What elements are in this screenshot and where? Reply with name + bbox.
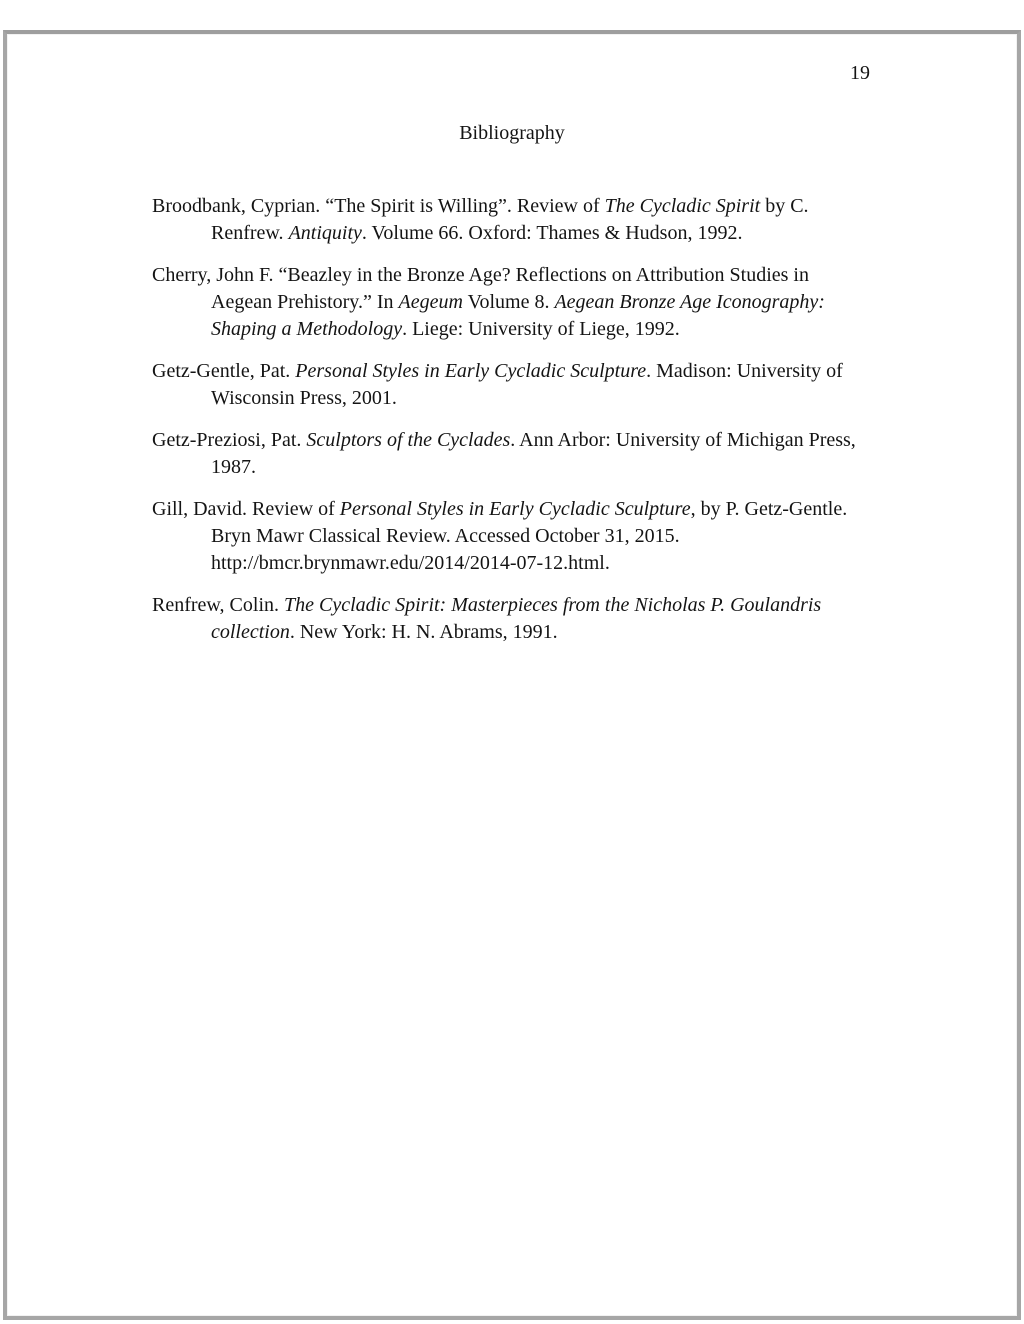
bibliography-entry — [152, 427, 872, 481]
entry-line — [152, 316, 872, 343]
entry-line — [152, 262, 872, 289]
entry-line — [152, 496, 872, 523]
document-page — [3, 30, 1021, 1320]
page-content — [7, 34, 1017, 1316]
entry-text: Wisconsin Press, 2001. — [211, 387, 397, 409]
entry-text-italic: The Cycladic Spirit: Masterpieces from the Nicholas P. Goulandris — [284, 594, 822, 616]
entry-text: Volume 8. — [462, 291, 555, 313]
bibliography-list — [152, 193, 872, 646]
entry-text: Getz-Gentle, Pat. — [152, 360, 296, 382]
entry-text-italic: Sculptors of the Cyclades — [306, 429, 511, 451]
entry-text-italic: Personal Styles in Early Cycladic Sculpture — [295, 360, 647, 382]
entry-text: , by P. Getz-Gentle. — [690, 498, 848, 520]
entry-text-italic: Aegean Bronze Age Iconography: — [554, 291, 825, 313]
entry-text: Cherry, John F. “Beazley in the Bronze Age? Reflections on Attribution Studies in — [152, 264, 809, 286]
entry-line — [152, 454, 872, 481]
entry-line — [152, 619, 872, 646]
entry-text: . Ann Arbor: University of Michigan Press, — [510, 429, 856, 451]
entry-text-italic: collection — [211, 621, 290, 643]
entry-text-italic: Personal Styles in Early Cycladic Sculpture — [339, 498, 691, 520]
entry-line — [152, 523, 872, 550]
page-title: Bibliography — [459, 122, 565, 144]
entry-text-italic: The Cycladic Spirit — [604, 195, 761, 217]
bibliography-entry — [152, 262, 872, 343]
entry-text: Renfrew, Colin. — [152, 594, 285, 616]
entry-text: Aegean Prehistory.” In — [211, 291, 399, 313]
bibliography-entry — [152, 358, 872, 412]
entry-line — [152, 193, 872, 220]
entry-text-italic: Aegeum — [398, 291, 463, 313]
entry-text-italic: Antiquity — [288, 222, 362, 244]
bibliography-entry — [152, 496, 872, 577]
entry-line — [152, 220, 872, 247]
entry-text: Broodbank, Cyprian. “The Spirit is Willing”. Review of — [152, 195, 605, 217]
bibliography-entry — [152, 592, 872, 646]
bibliography-entry — [152, 193, 872, 247]
entry-text: by C. — [760, 195, 809, 217]
entry-line — [152, 592, 872, 619]
entry-line — [152, 358, 872, 385]
entry-text: http://bmcr.brynmawr.edu/2014/2014-07-12.html. — [211, 552, 610, 574]
entry-text: . New York: H. N. Abrams, 1991. — [289, 621, 558, 643]
entry-text: 1987. — [211, 456, 256, 478]
entry-line — [152, 550, 872, 577]
entry-line — [152, 427, 872, 454]
entry-text-italic: Shaping a Methodology — [211, 318, 403, 340]
entry-text: Renfrew. — [211, 222, 289, 244]
entry-text: Getz-Preziosi, Pat. — [152, 429, 307, 451]
entry-line — [152, 289, 872, 316]
entry-text: Gill, David. Review of — [152, 498, 340, 520]
entry-text: . Volume 66. Oxford: Thames & Hudson, 1992. — [361, 222, 743, 244]
entry-line — [152, 385, 872, 412]
entry-text: . Madison: University of — [646, 360, 843, 382]
page-number: 19 — [850, 62, 870, 84]
entry-text: Bryn Mawr Classical Review. Accessed October 31, 2015. — [211, 525, 680, 547]
entry-text: . Liege: University of Liege, 1992. — [402, 318, 680, 340]
